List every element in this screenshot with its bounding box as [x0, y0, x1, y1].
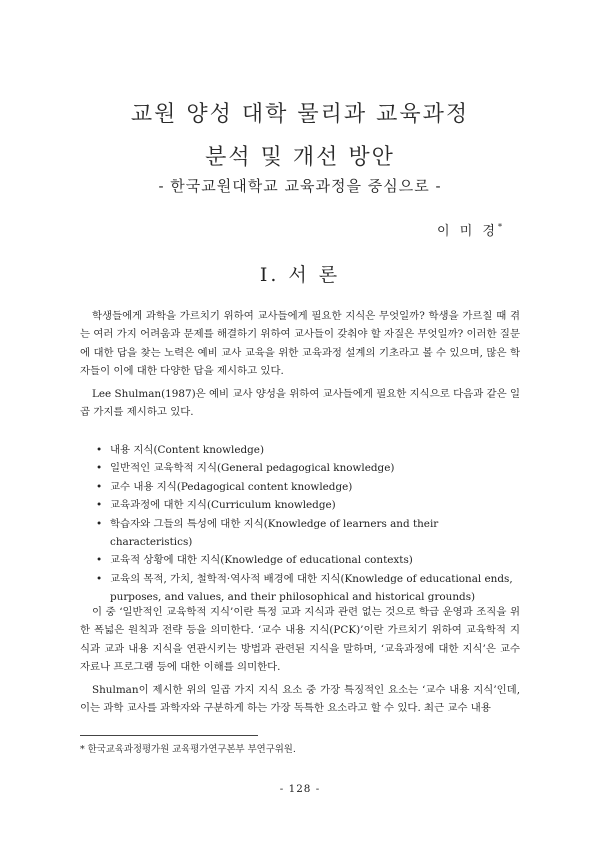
list-item: • 교수 내용 지식(Pedagogical content knowledge) [96, 478, 520, 496]
list-item: • 교육과정에 대한 지식(Curriculum knowledge) [96, 496, 520, 514]
knowledge-list [96, 441, 520, 607]
list-item: • 일반적인 교육학적 지식(General pedagogical knowledge) [96, 459, 520, 477]
paragraph-3: 이 중 ‘일반적인 교육학적 지식’이란 특정 교과 지식과 관련 없는 것으로 학급 운영과 조직을 위한 폭넓은 원칙과 전략 등을 의미한다. ‘교수 내용 지식(PCK)’이란 가르치기 위하여 교육학적 지식과 교과 내용 지식을 연관시키는 방법과 관련된 지식을 말하며, ‘교육과정에 대한 지식’은 교수 자료나 프로그램 등에 대한 이해를 의미한다. [80, 606, 520, 674]
title-line-2: 분석 및 개선 방안 [205, 145, 395, 170]
section-heading: Ⅰ. 서 론 [259, 264, 341, 286]
footnote-divider [80, 735, 258, 736]
list-item: • 교육의 목적, 가치, 철학적·역사적 배경에 대한 지식(Knowledge of educational ends, purposes, and values, and their philosophical and historical grounds) [96, 570, 520, 607]
list-item: • 학습자와 그들의 특성에 대한 지식(Knowledge of learners and their characteristics) [96, 515, 520, 552]
author-name: 이 미 경 [437, 224, 498, 239]
footnote: * 한국교육과정평가원 교육평가연구본부 부연구위원. [80, 744, 296, 755]
paragraph-1: 학생들에게 과학을 가르치기 위하여 교사들에게 필요한 지식은 무엇일까? 학생을 가르칠 때 겪는 여러 가지 어려움과 문제를 해결하기 위하여 교사들이 갖춰야 할 자질은 무엇일까? 이러한 질문에 대한 답을 찾는 노력은 예비 교사 교육을 위한 교육과정 설계의 기초라고 볼 수 있으며, 많은 학자들이 이에 대한 다양한 답을 제시하고 있다. [80, 310, 520, 378]
page-number: - 128 - [279, 783, 321, 795]
title-line-1: 교원 양성 대학 물리과 교육과정 [130, 102, 470, 127]
author-footnote-mark: * [498, 222, 502, 232]
list-item: • 교육적 상황에 대한 지식(Knowledge of educational contexts) [96, 551, 520, 569]
subtitle: - 한국교원대학교 교육과정을 중심으로 - [158, 177, 442, 195]
author [437, 220, 502, 239]
paragraph-2: Lee Shulman(1987)은 예비 교사 양성을 위하여 교사들에게 필요한 지식으로 다음과 같은 일곱 가지를 제시하고 있다. [80, 388, 520, 419]
paragraph-4: Shulman이 제시한 위의 일곱 가지 지식 요소 중 가장 특징적인 요소는 ‘교수 내용 지식’인데, 이는 과학 교사를 과학자와 구분하게 하는 가장 독특한 요소라고 할 수 있다. 최근 교수 내용 [80, 684, 520, 715]
list-item: • 내용 지식(Content knowledge) [96, 441, 520, 459]
